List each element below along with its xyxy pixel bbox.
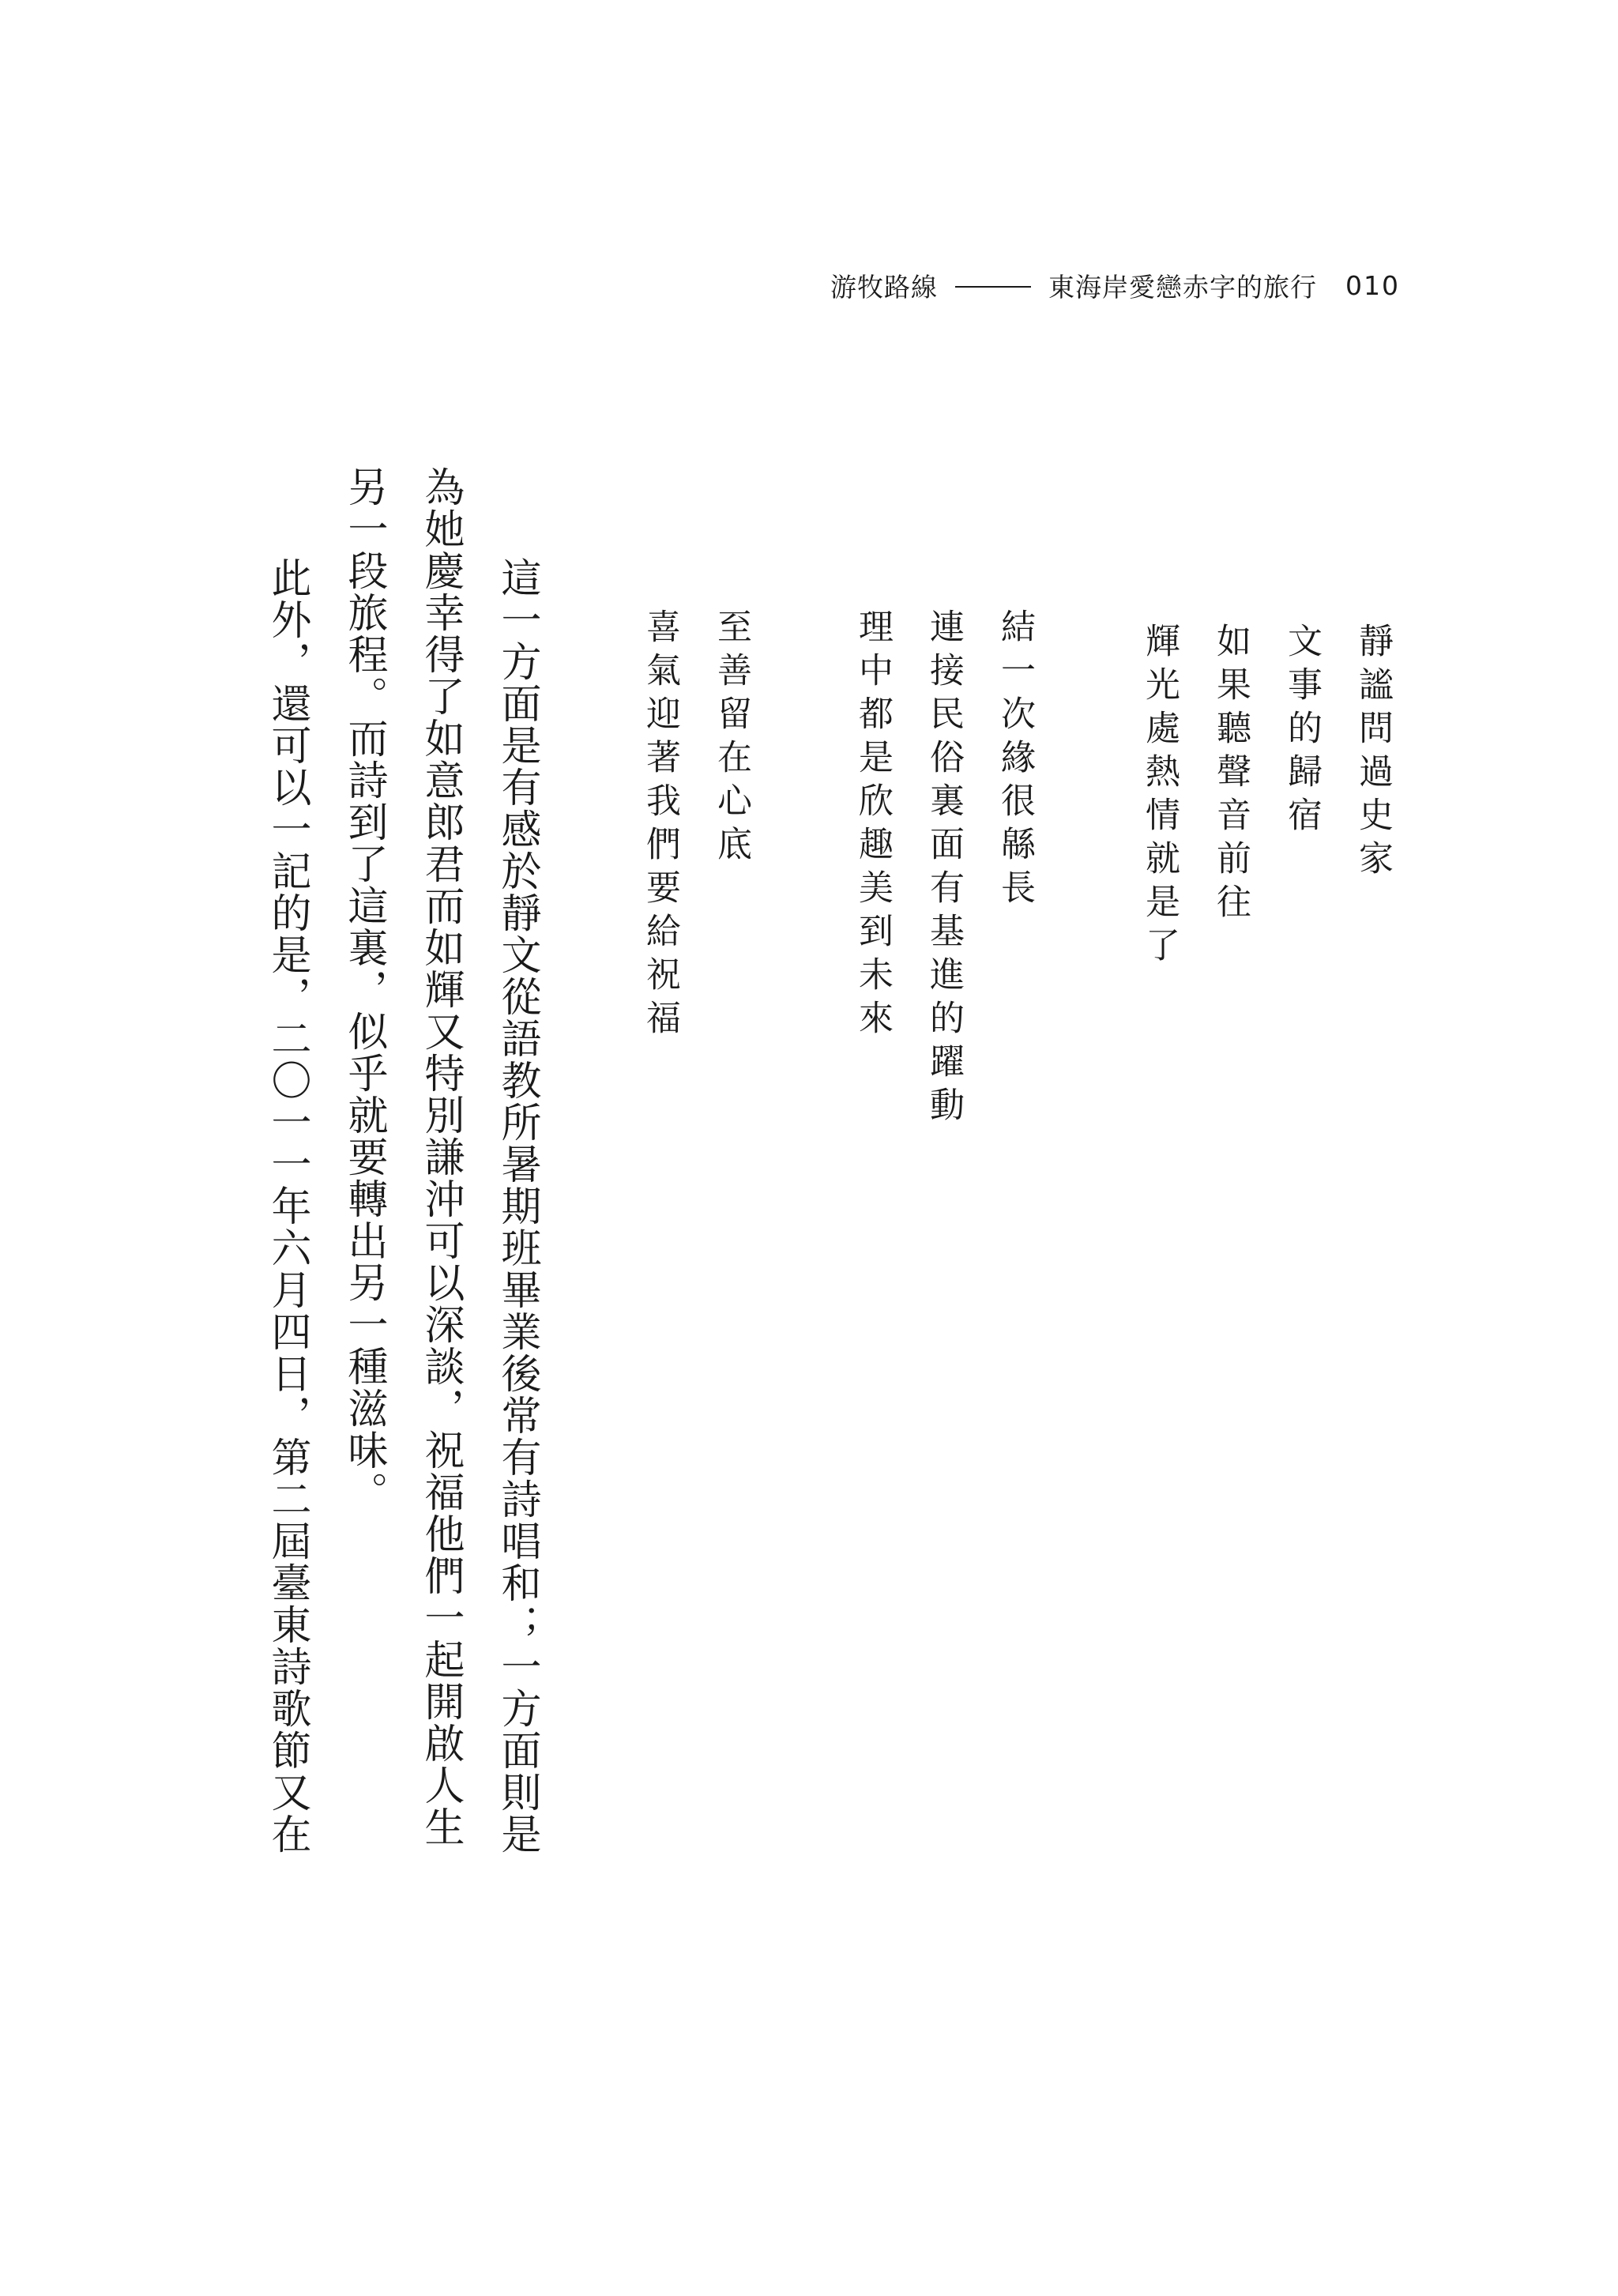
running-header bbox=[830, 267, 1400, 304]
poem-line: 連接民俗裏面有基進的躍動 bbox=[924, 608, 964, 1130]
poem-line: 喜氣迎著我們要給祝福 bbox=[640, 608, 680, 1043]
poem-line: 靜謐問過史家 bbox=[1353, 623, 1393, 883]
header-dash bbox=[955, 286, 1031, 288]
book-title: 游牧路線 bbox=[830, 272, 938, 303]
prose-line: 這一方面是有感於靜文從語教所暑期班畢業後常有詩唱和；一方面則是 bbox=[494, 557, 540, 1855]
poem-line: 文事的歸宿 bbox=[1281, 623, 1322, 840]
poem-line: 理中都是欣趣美到未來 bbox=[852, 608, 893, 1043]
prose-line: 為她慶幸得了如意郎君而如輝又特別謙沖可以深談，祝福他們一起開啟人生 bbox=[417, 466, 464, 1848]
poem-line: 至善留在心底 bbox=[711, 608, 751, 869]
page-number: 010 bbox=[1345, 270, 1400, 301]
prose-line: 此外，還可以一記的是，二〇一一年六月四日，第二屆臺東詩歌節又在 bbox=[264, 557, 310, 1855]
poem-line: 輝光處熱情就是了 bbox=[1139, 623, 1180, 970]
prose-line: 另一段旅程。而詩到了這裏，似乎就要轉出另一種滋味。 bbox=[341, 466, 387, 1513]
poem-line: 如果聽聲音前往 bbox=[1210, 623, 1251, 927]
book-subtitle: 東海岸愛戀赤字的旅行 bbox=[1048, 272, 1317, 303]
poem-line: 結一次緣很緜長 bbox=[995, 608, 1035, 913]
